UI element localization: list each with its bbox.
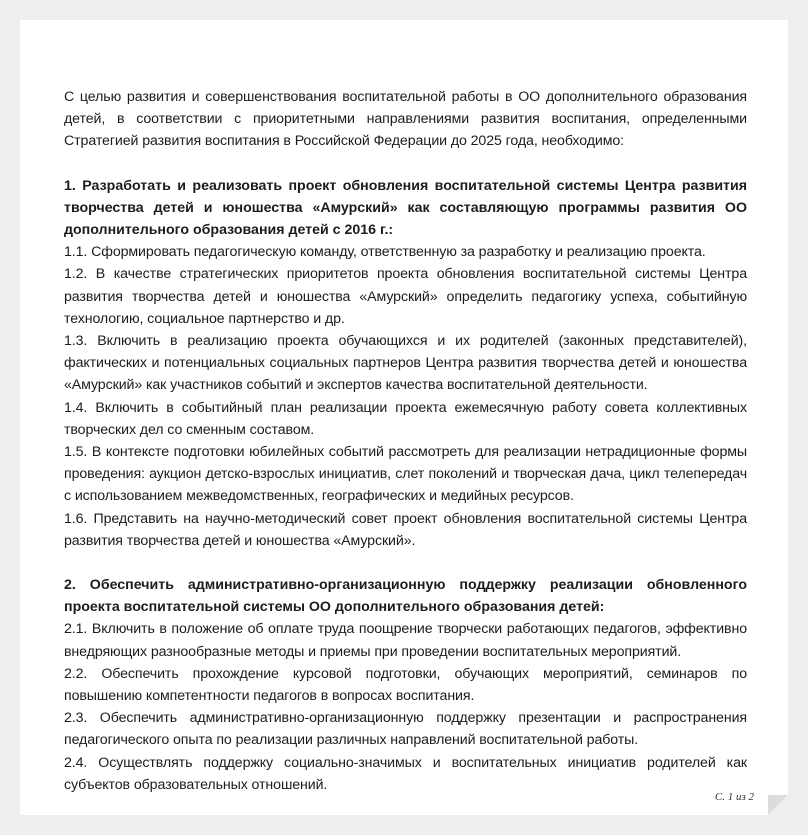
- list-item: 1.5. В контексте подготовки юбилейных событий рассмотреть для реализации нетрадиционные формы проведения: аукцион детско-взрослых инициатив, слет поколений и творческая дача, цикл телепередач с использованием межведомственных, географических и медийных ресурсов.: [64, 444, 747, 505]
- section-heading: 2. Обеспечить административно-организационную поддержку реализации обновленного проекта воспитательной системы ОО дополнительного образования детей:: [64, 577, 747, 616]
- list-item: 2.2. Обеспечить прохождение курсовой подготовки, обучающих мероприятий, семинаров по повышению компетентности педагогов в вопросах воспитания.: [64, 665, 747, 705]
- list-item: 2.4. Осуществлять поддержку социально-значимых и воспитательных инициатив родителей как субъектов образовательных отношений.: [64, 754, 747, 793]
- intro-paragraph: С целью развития и совершенствования воспитательной работы в ОО дополнительного образования детей, в соответствии с приоритетными направлениями развития воспитания, определенными Стратегией развития воспитания в Российской Федерации до 2025 года, необходимо:: [64, 89, 747, 150]
- list-item: 1.6. Представить на научно-методический совет проект обновления воспитательной системы Центра развития творчества детей и юношества «Амурский».: [64, 510, 747, 549]
- list-item: 1.1. Сформировать педагогическую команду, ответственную за разработку и реализацию проекта.: [64, 244, 706, 261]
- page-number: С. 1 из 2: [714, 791, 754, 803]
- section-heading: 1. Разработать и реализовать проект обновления воспитательной системы Центра развития творчества детей и юношества «Амурский» как составляющую программы развития ОО дополнительного образования детей с 2016 г.:: [64, 177, 747, 239]
- list-item: 1.4. Включить в событийный план реализации проекта ежемесячную работу совета коллективных творческих дел со сменным составом.: [64, 399, 747, 438]
- list-item: 2.1. Включить в положение об оплате труда поощрение творчески работающих педагогов, эффективно внедряющих разнообразные методы и приемы при проведении воспитательных мероприятий.: [64, 621, 747, 660]
- list-item: 1.3. Включить в реализацию проекта обучающихся и их родителей (законных представителей), фактических и потенциальных социальных партнеров Центра развития творчества детей и юношества «Амурский» как участников событий и экспертов качества воспитательной деятельности.: [64, 333, 747, 394]
- section-1: [64, 175, 747, 552]
- section-2: [64, 574, 747, 796]
- document-page: [20, 20, 788, 815]
- list-item: 2.3. Обеспечить административно-организационную поддержку презентации и распространения педагогического опыта по реализации различных направлений воспитательной работы.: [64, 710, 747, 749]
- folded-corner: [768, 795, 788, 815]
- list-item: 1.2. В качестве стратегических приоритетов проекта обновления воспитательной системы Центра развития творчества детей и юношества «Амурский» определить педагогику успеха, событийную технологию, социальное партнерство и др.: [64, 266, 747, 327]
